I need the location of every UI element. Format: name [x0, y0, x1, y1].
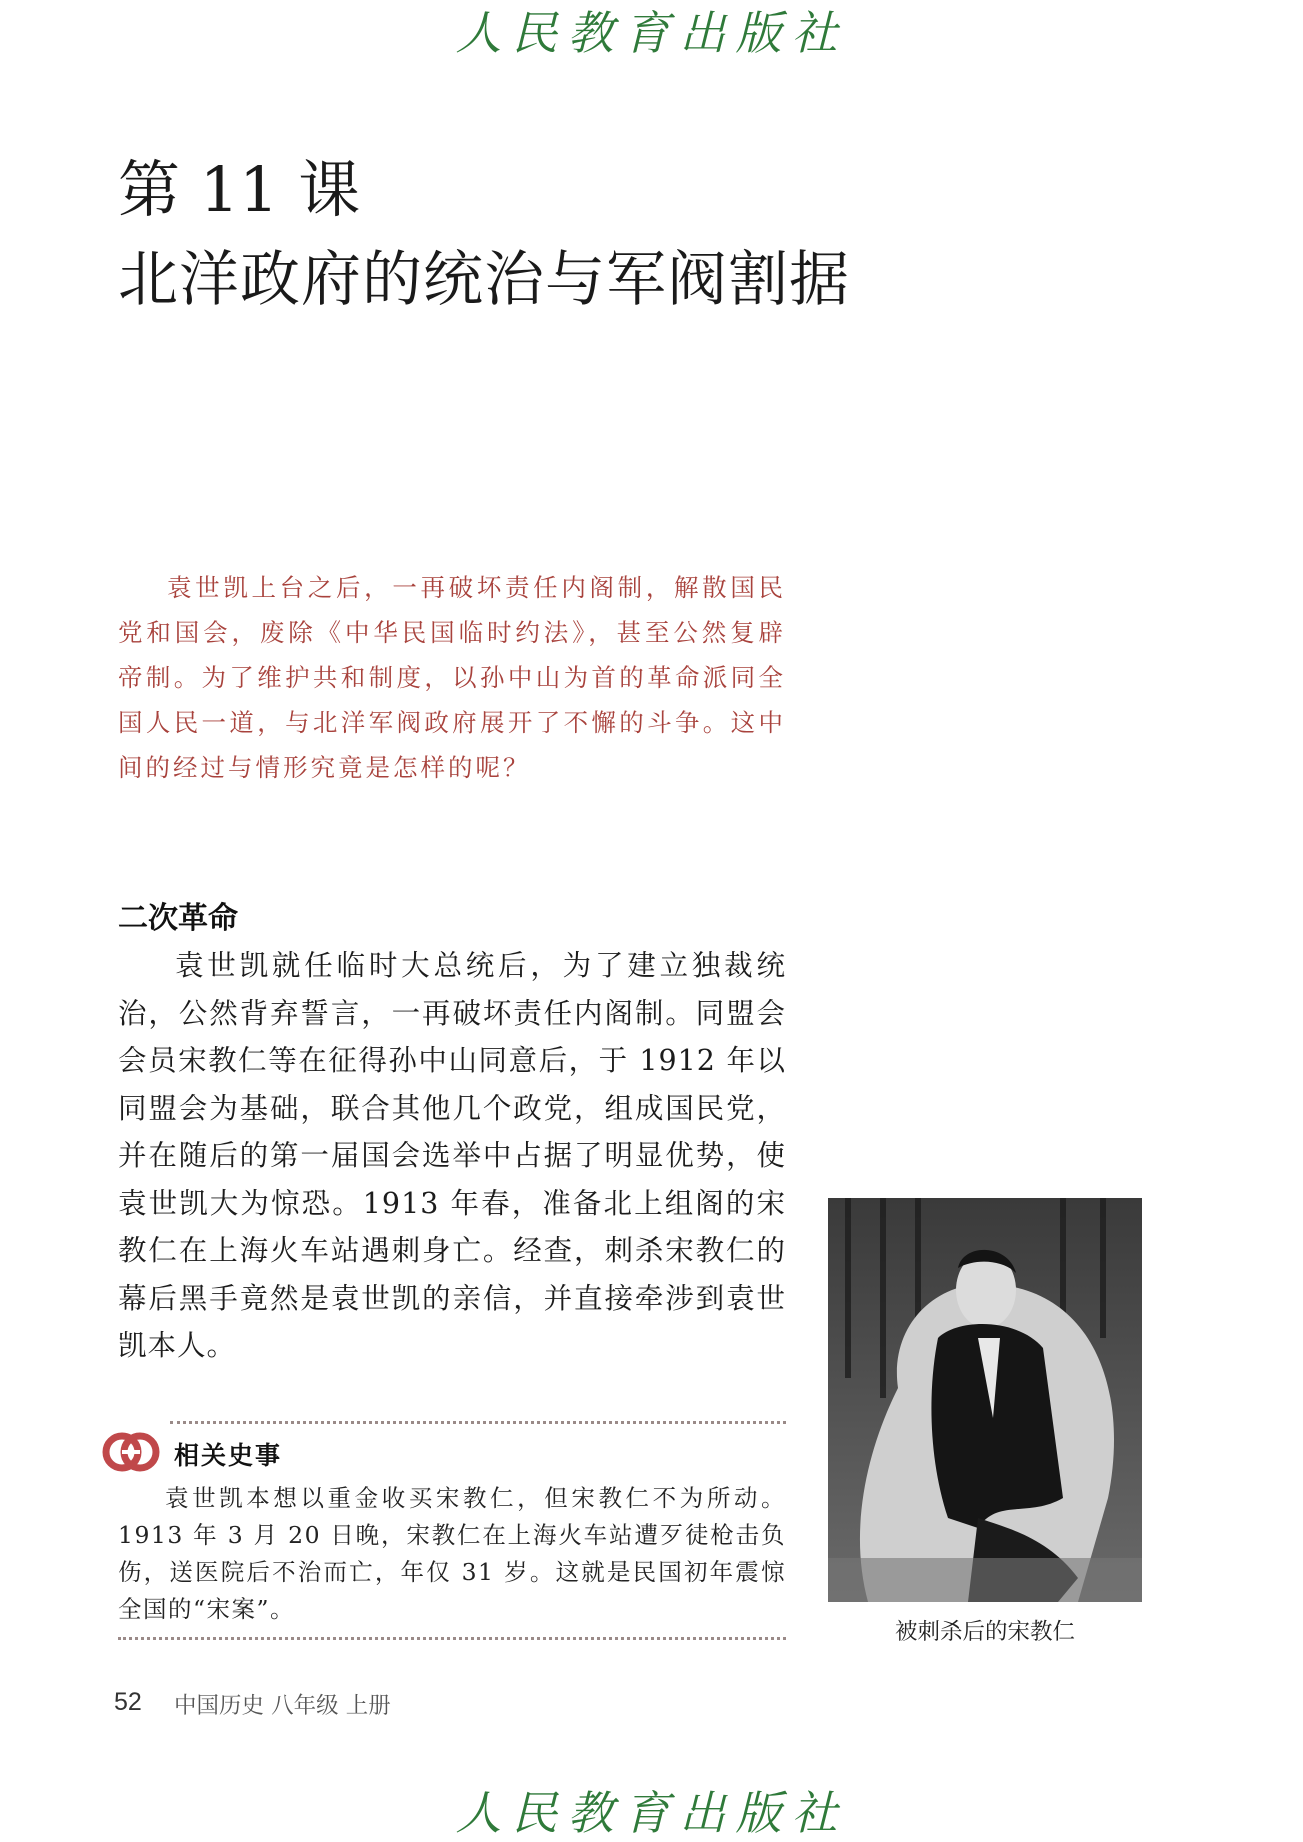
section-body: 袁世凯就任临时大总统后，为了建立独裁统治，公然背弃誓言，一再破坏责任内阁制。同盟会会员宋教仁等在征得孙中山同意后，于 1912 年以同盟会为基础，联合其他几个政党，组成国民党，并在随后的第一届国会选举中占据了明显优势，使袁世凯大为惊恐。1913 年春，准备北上组阁的宋教仁在上海火车站遇刺身亡。经查，刺杀宋教仁的幕后黑手竟然是袁世凯的亲信，并直接牵涉到袁世凯本人。	[118, 949, 786, 1362]
related-history-body: 袁世凯本想以重金收买宋教仁，但宋教仁不为所动。1913 年 3 月 20 日晚，宋教仁在上海火车站遭歹徒枪击负伤，送医院后不治而亡，年仅 31 岁。这就是民国初年震惊全国的“宋案”。	[118, 1484, 786, 1623]
related-divider-top	[170, 1421, 786, 1424]
page-number: 52	[114, 1688, 142, 1716]
song-jiaoren-photo	[828, 1198, 1142, 1602]
lesson-title: 北洋政府的统治与军阀割据	[118, 245, 850, 315]
related-history-icon	[100, 1421, 162, 1483]
publisher-logo-bottom: 人民教育出版社	[455, 1786, 848, 1840]
intro-paragraph: 袁世凯上台之后，一再破坏责任内阁制，解散国民党和国会，废除《中华民国临时约法》，甚至公然复辟帝制。为了维护共和制度，以孙中山为首的革命派同全国人民一道，与北洋军阀政府展开了不懈的斗争。这中间的经过与情形究竟是怎样的呢？	[118, 573, 786, 782]
publisher-logo-top: 人民教育出版社	[455, 6, 848, 60]
related-history-heading: 相关史事	[174, 1441, 283, 1470]
lesson-number: 第 11 课	[118, 153, 361, 226]
section-heading: 二次革命	[118, 901, 238, 936]
related-divider-bottom	[118, 1637, 786, 1640]
book-title: 中国历史 八年级 上册	[174, 1693, 391, 1719]
photo-caption: 被刺杀后的宋教仁	[894, 1619, 1075, 1645]
